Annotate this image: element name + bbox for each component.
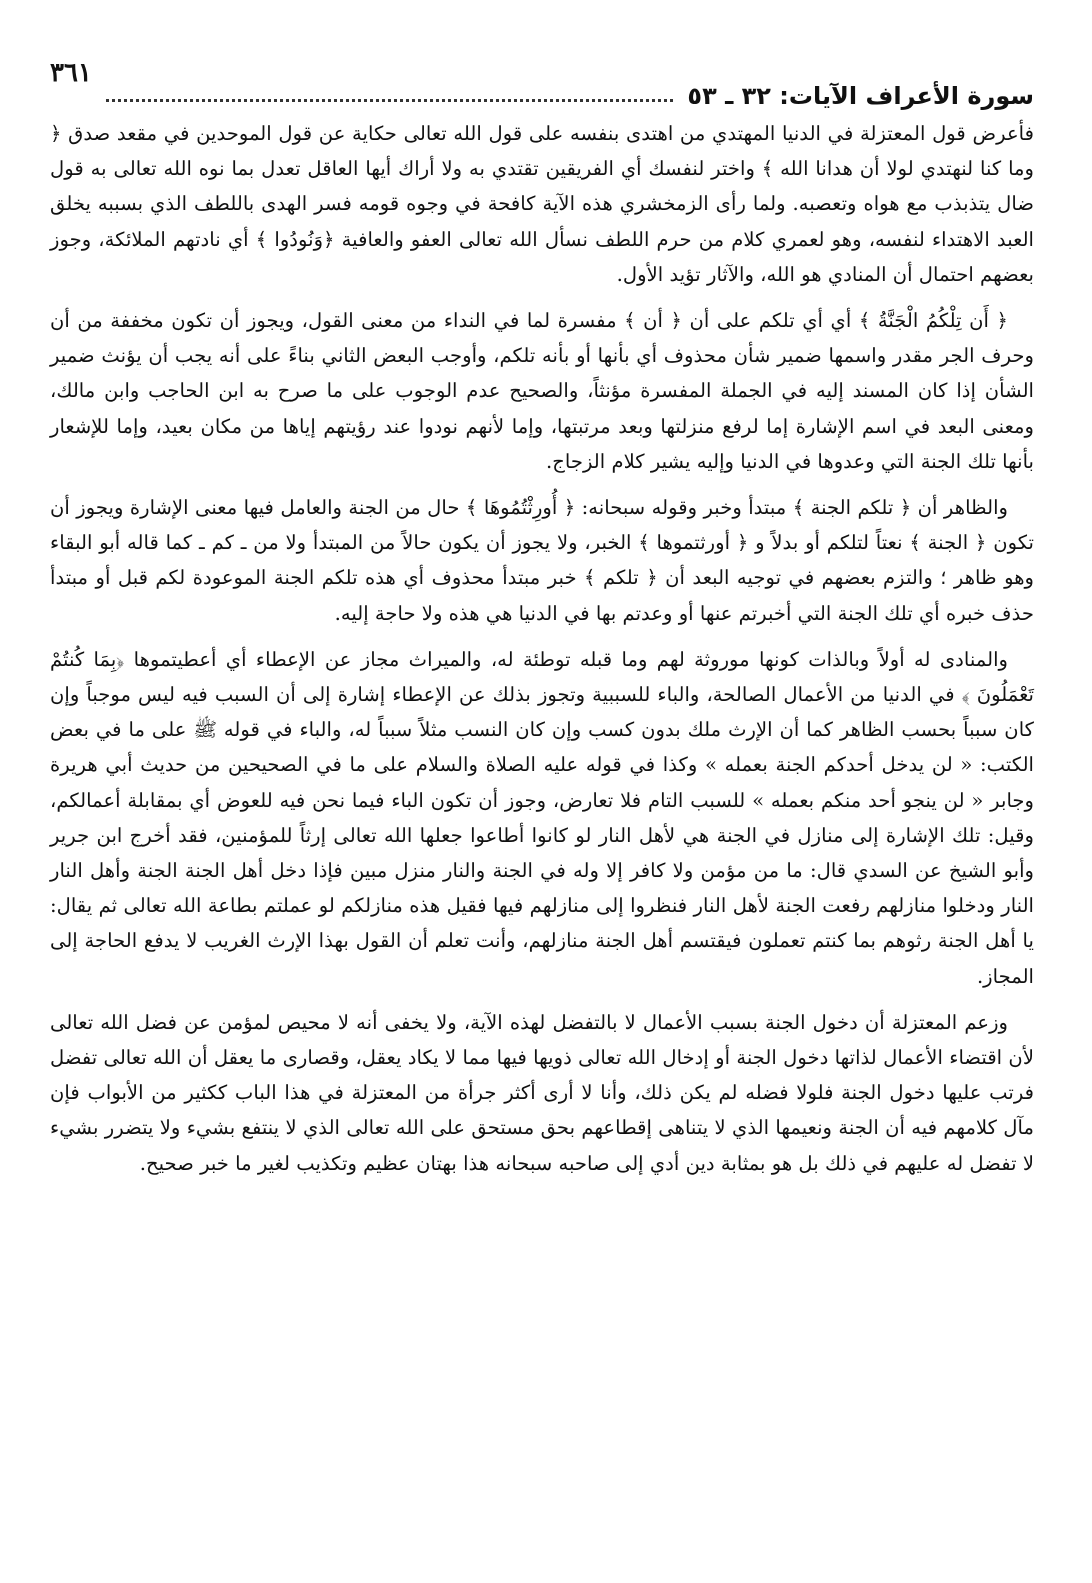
- paragraph-5: وزعم المعتزلة أن دخول الجنة بسبب الأعمال لا بالتفضل لهذه الآية، ولا يخفى أنه لا محيص لمؤمن عن فضل الله تعالى لأن اقتضاء الأعمال لذاتها دخول الجنة أو إدخال الله تعالى ذويها فيها مما لا يكاد يعقل، وقصارى ما يعقل أن الله تعالى تفضل فرتب عليها دخول الجنة فلولا فضله لم يكن ذلك، وأنا لا أرى أكثر جرأة من المعتزلة في هذا الباب ككثير من الأبواب فإن مآل كلامهم فيه أن الجنة ونعيمها الذي لا يتناهى إقطاعهم بحق مستحق على الله تعالى الذي لا ينتفع بشيء ولا يتضرر بشيء لا تفضل له عليهم في ذلك بل هو بمثابة دين أدي إلى صاحبه سبحانه هذا بهتان عظيم وتكذيب لغير ما خبر صحيح.: [50, 1010, 1034, 1175]
- body-text: [50, 116, 1034, 1181]
- paragraph-1: فأعرض قول المعتزلة في الدنيا المهتدي من اهتدى بنفسه على قول الله تعالى حكاية عن قول الموحدين في مقعد صدق ﴿ وما كنا لنهتدي لولا أن هدانا الله ﴾ واختر لنفسك أي الفريقين تقتدي به ولا أراك أيها العاقل تعدل بما نوه الله تعالى به قول ضال يتذبذب مع هواه وتعصبه. ولما رأى الزمخشري هذه الآية كافحة في وجوه قومه فسر الهدى باللطف الذي بسببه يخلق العبد الاهتداء لنفسه، وهو لعمري كلام من حرم اللطف نسأل الله تعالى العفو والعافية ﴿وَنُودُوا ﴾ أي نادتهم الملائكة، وجوز بعضهم احتمال أن المنادي هو الله، والآثار تؤيد الأول.: [50, 122, 1034, 286]
- paragraph-3: والظاهر أن ﴿ تلكم الجنة ﴾ مبتدأ وخبر وقوله سبحانه: ﴿ أُورِثْتُمُوهَا ﴾ حال من الجنة والعامل فيها معنى الإشارة ويجوز أن تكون ﴿ الجنة ﴾ نعتاً لتلكم أو بدلاً و ﴿ أورثتموها ﴾ الخبر، ولا يجوز أن يكون حالاً من المبتدأ ولا من ـ كم ـ كما قاله أبو البقاء وهو ظاهر ؛ والتزم بعضهم في توجيه البعد أن ﴿ تلكم ﴾ خبر مبتدأ محذوف أي هذه تلكم الجنة الموعودة لكم قبل أو مبتدأ حذف خبره أي تلك الجنة التي أخبرتم عنها أو وعدتم بها في الدنيا هي هذه ولا حاجة إليه.: [50, 496, 1034, 625]
- page-number: ٣٦١: [50, 58, 92, 88]
- page-header: [50, 58, 1034, 110]
- running-title: سورة الأعراف الآيات: ٣٢ ـ ٥٣: [687, 82, 1034, 110]
- dotted-leader: [106, 99, 674, 102]
- paragraph-2: ﴿ أَن تِلْكُمُ الْجَنَّةُ ﴾ أي أي تلكم على أن ﴿ أن ﴾ مفسرة لما في النداء من معنى القول، ويجوز أن تكون مخففة من أن وحرف الجر مقدر واسمها ضمير شأن محذوف أي بأنها أو بأنه تلكم، وأوجب البعض الثاني بناءً على أنه يجب أن يؤنث ضمير الشأن إذا كان المسند إليه في الجملة المفسرة مؤنثاً، والصحيح عدم الوجوب على ما صرح به ابن الحاجب وابن مالك، ومعنى البعد في اسم الإشارة إما لرفع منزلتها وبعد مرتبتها، وإما لأنهم نودوا عند رؤيتهم إياها من مكان بعيد، وإما للإشعار بأنها تلك الجنة التي وعدوها في الدنيا وإليه يشير كلام الزجاج.: [50, 309, 1034, 473]
- paragraph-4: والمنادى له أولاً وبالذات كونها موروثة لهم وما قبله توطئة له، والميراث مجاز عن الإعطاء أي أعطيتموها ﴿بِمَا كُنتُمْ تَعْمَلُونَ ﴾ في الدنيا من الأعمال الصالحة، والباء للسببية وتجوز بذلك عن الإعطاء إشارة إلى أن السبب فيه ليس موجباً وإن كان سبباً بحسب الظاهر كما أن الإرث ملك بدون كسب وإن كان النسب مثلاً سبباً له، والباء في قوله ﷺ على ما في بعض الكتب: « لن يدخل أحدكم الجنة بعمله » وكذا في قوله عليه الصلاة والسلام على ما في الصحيحين من حديث أبي هريرة وجابر « لن ينجو أحد منكم بعمله » للسبب التام فلا تعارض، وجوز أن تكون الباء فيما نحن فيه للعوض أي بمقابلة أعمالكم، وقيل: تلك الإشارة إلى منازل في الجنة هي لأهل النار لو كانوا أطاعوا جعلها الله تعالى إرثاً للمؤمنين، فقد أخرج ابن جرير وأبو الشيخ عن السدي قال: ما من مؤمن ولا كافر إلا وله في الجنة والنار منزل مبين فإذا دخل أهل الجنة الجنة وأهل النار النار ودخلوا منازلهم رفعت الجنة لأهل النار فنظروا إلى منازلهم فيها فقيل هذه منازلكم لو عملتم بطاعة الله تعالى ثم يقال: يا أهل الجنة رثوهم بما كنتم تعملون فيقتسم أهل الجنة منازلهم، وأنت تعلم أن القول بهذا الإرث الغريب لا يدفع الحاجة إلى المجاز.: [50, 647, 1034, 988]
